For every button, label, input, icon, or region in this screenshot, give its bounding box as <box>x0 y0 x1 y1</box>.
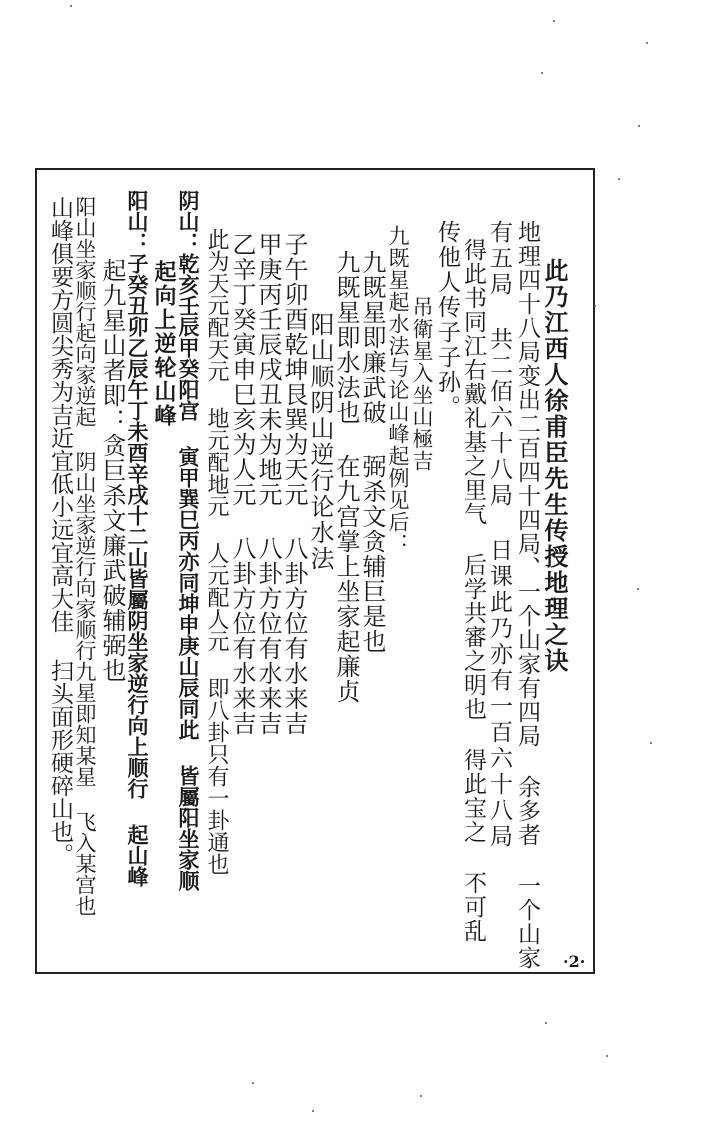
text-column-11: 子午卯酉乾坤艮巽为天元 八卦方位有水来吉 <box>280 232 308 736</box>
scan-speck <box>553 20 555 22</box>
scan-speck <box>420 1095 422 1097</box>
text-column-5: 传他人传子子孙。 <box>434 220 460 420</box>
text-column-3: 有五局 共二佰六十八局 日课此乃亦有一百六十八局 <box>486 220 512 850</box>
text-column-14: 此为天元配天元 地元配地元 人元配人元 即八卦只有一卦通也 <box>204 228 229 875</box>
text-column-2: 地理四十八局变出二百四十四局、一个山家有四局 余多者 一个山家 <box>514 220 540 970</box>
text-column-10: 阳山顺阴山逆行论水法 <box>306 312 334 572</box>
text-column-7: 九既星起水法与论山峰起例见后： <box>386 225 410 555</box>
text-column-1: 此乃江西人徐甫臣先生传授地理之诀 <box>540 258 569 674</box>
text-column-18: 起九星山者即：贪巨杀文廉武破辅弼也 <box>98 258 126 683</box>
scan-speck <box>606 1055 608 1057</box>
scan-speck <box>541 72 543 74</box>
text-column-4: 得此书同江右戴礼基之里气 后学共審之明也 得此宝之 不可乱 <box>460 238 486 943</box>
page-number: ·2· <box>563 952 586 971</box>
text-column-19: 阳山坐家顺行起向家逆起 阴山坐家逆行向家顺行九星即知某星 飞入某宫也 <box>73 196 97 916</box>
text-column-20: 山峰俱要方圆尖秀为吉近宜低小远宜高大佳 扫头面形硬碎山也。 <box>47 196 73 866</box>
scan-speck <box>545 1022 547 1024</box>
text-column-15: 阴山：乾亥壬辰甲癸阳宫 寅甲巽巳丙亦同坤申庚山辰同此 皆屬阳坐家顺 <box>176 190 201 891</box>
text-column-12: 甲庚丙壬辰戌丑未为地元 八卦方位有水来吉 <box>254 232 282 736</box>
text-column-16: 起向上逆轮山峰 <box>151 260 177 428</box>
scan-speck <box>637 588 639 590</box>
text-column-17: 阳山：子癸丑卯乙辰午丁未酉辛戌十二山皆屬阴坐家逆行向上顺行 起山峰 <box>125 190 150 887</box>
scan-speck <box>70 5 72 7</box>
scan-speck <box>594 305 596 307</box>
text-column-9: 九既星即水法也 在九宫掌上坐家起廉贞 <box>332 250 360 704</box>
text-column-13: 乙辛丁癸寅申巳亥为人元 八卦方位有水来吉 <box>228 232 256 736</box>
text-column-8: 九既星即廉武破 弼杀文贪辅巨是也 <box>358 250 386 654</box>
scan-speck <box>618 178 620 180</box>
scan-speck <box>650 742 652 744</box>
scan-speck <box>252 1082 254 1084</box>
section-heading: 吊衛星入坐山極吉 <box>410 296 434 472</box>
scan-speck <box>312 1110 314 1112</box>
scan-speck <box>646 42 648 44</box>
scan-speck <box>638 125 640 127</box>
